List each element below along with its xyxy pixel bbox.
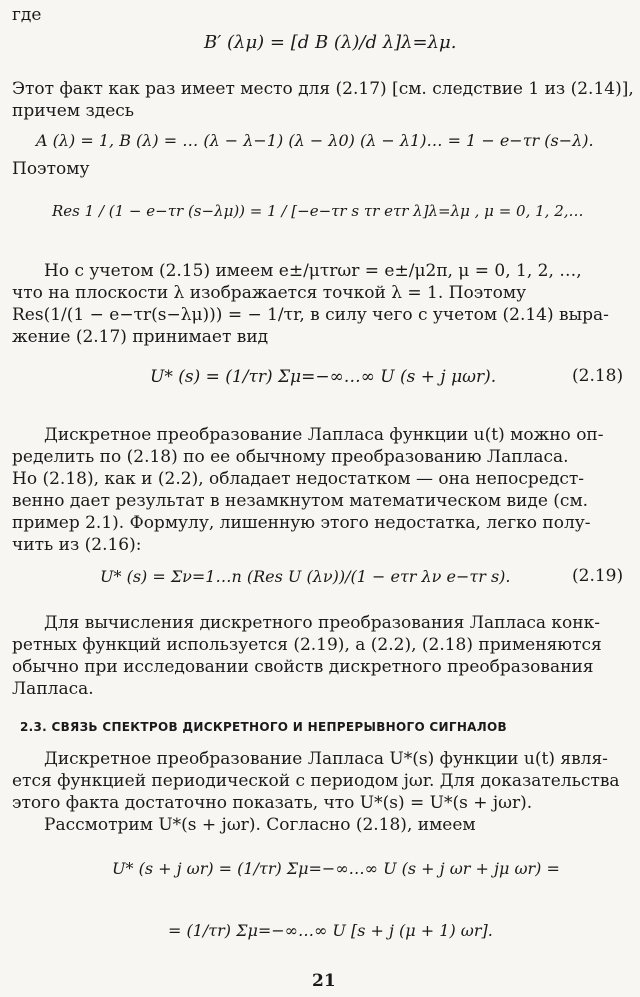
paragraph-line: что на плоскости λ изображается точкой λ = 1. Поэтому — [12, 283, 527, 303]
equation-label: (2.19) — [572, 566, 624, 586]
formula-a-b: A (λ) = 1, B (λ) = … (λ − λ−1) (λ − λ0) (λ − λ1)… = 1 − e−τr (s−λ). — [36, 131, 594, 150]
paragraph-line: венно дает результат в незамкнутом математическом виде (см. — [12, 491, 589, 511]
equation-2-18: U* (s) = (1/τr) Σμ=−∞…∞ U (s + j μωr). — [150, 367, 497, 387]
paragraph-line: ретных функций используется (2.19), а (2.2), (2.18) применяются — [12, 635, 602, 655]
text-line-therefore: Поэтому — [12, 159, 90, 179]
equation-label: (2.18) — [572, 366, 624, 386]
paragraph-line: Дискретное преобразование Лапласа U*(s) функции u(t) явля- — [44, 749, 608, 769]
paragraph-line: этого факта достаточно показать, что U*(s) = U*(s + jωr). — [12, 793, 533, 813]
equation-2-19: U* (s) = Σν=1…n (Res U (λν))/(1 − eτr λν e−τr s). — [100, 567, 511, 586]
formula-periodicity-2: = (1/τr) Σμ=−∞…∞ U [s + j (μ + 1) ωr]. — [168, 921, 493, 940]
paragraph-line: ется функцией периодической с периодом jωr. Для доказательства — [12, 771, 620, 791]
paragraph-line: Для вычисления дискретного преобразования Лапласа конк- — [44, 613, 600, 633]
paragraph-line: Но с учетом (2.15) имеем e±/μτrωr = e±/μ2π, μ = 0, 1, 2, …, — [44, 261, 582, 281]
formula-b-prime: B′ (λμ) = [d B (λ)/d λ]λ=λμ. — [204, 32, 457, 53]
paragraph-line: обычно при исследовании свойств дискретного преобразования — [12, 657, 594, 677]
section-heading: 2.3. СВЯЗЬ СПЕКТРОВ ДИСКРЕТНОГО И НЕПРЕРЫВНОГО СИГНАЛОВ — [20, 720, 507, 734]
paragraph-line: ределить по (2.18) по ее обычному преобразованию Лапласа. — [12, 447, 569, 467]
paragraph-line: Лапласа. — [12, 679, 94, 699]
paragraph-line: Дискретное преобразование Лапласа функции u(t) можно оп- — [44, 425, 604, 445]
paragraph-line: Рассмотрим U*(s + jωr). Согласно (2.18), имеем — [44, 815, 476, 835]
formula-residue: Res 1 / (1 − e−τr (s−λμ)) = 1 / [−e−τr s τr eτr λ]λ=λμ , μ = 0, 1, 2,… — [52, 202, 584, 220]
page-number: 21 — [312, 971, 336, 991]
paragraph-line: чить из (2.16): — [12, 535, 142, 555]
paragraph-line: пример 2.1). Формулу, лишенную этого недостатка, легко полу- — [12, 513, 591, 533]
formula-periodicity-1: U* (s + j ωr) = (1/τr) Σμ=−∞…∞ U (s + j ωr + jμ ωr) = — [112, 859, 560, 878]
paragraph-line: Но (2.18), как и (2.2), обладает недостатком — она непосредст- — [12, 469, 585, 489]
paragraph-line: причем здесь — [12, 101, 135, 121]
text-line-where: где — [12, 5, 42, 25]
paragraph-line: жение (2.17) принимает вид — [12, 327, 269, 347]
paragraph-line: Res(1/(1 − e−τr(s−λμ))) = − 1/τr, в силу чего с учетом (2.14) выра- — [12, 305, 609, 325]
paragraph-line: Этот факт как раз имеет место для (2.17) [см. следствие 1 из (2.14)], — [12, 79, 634, 99]
